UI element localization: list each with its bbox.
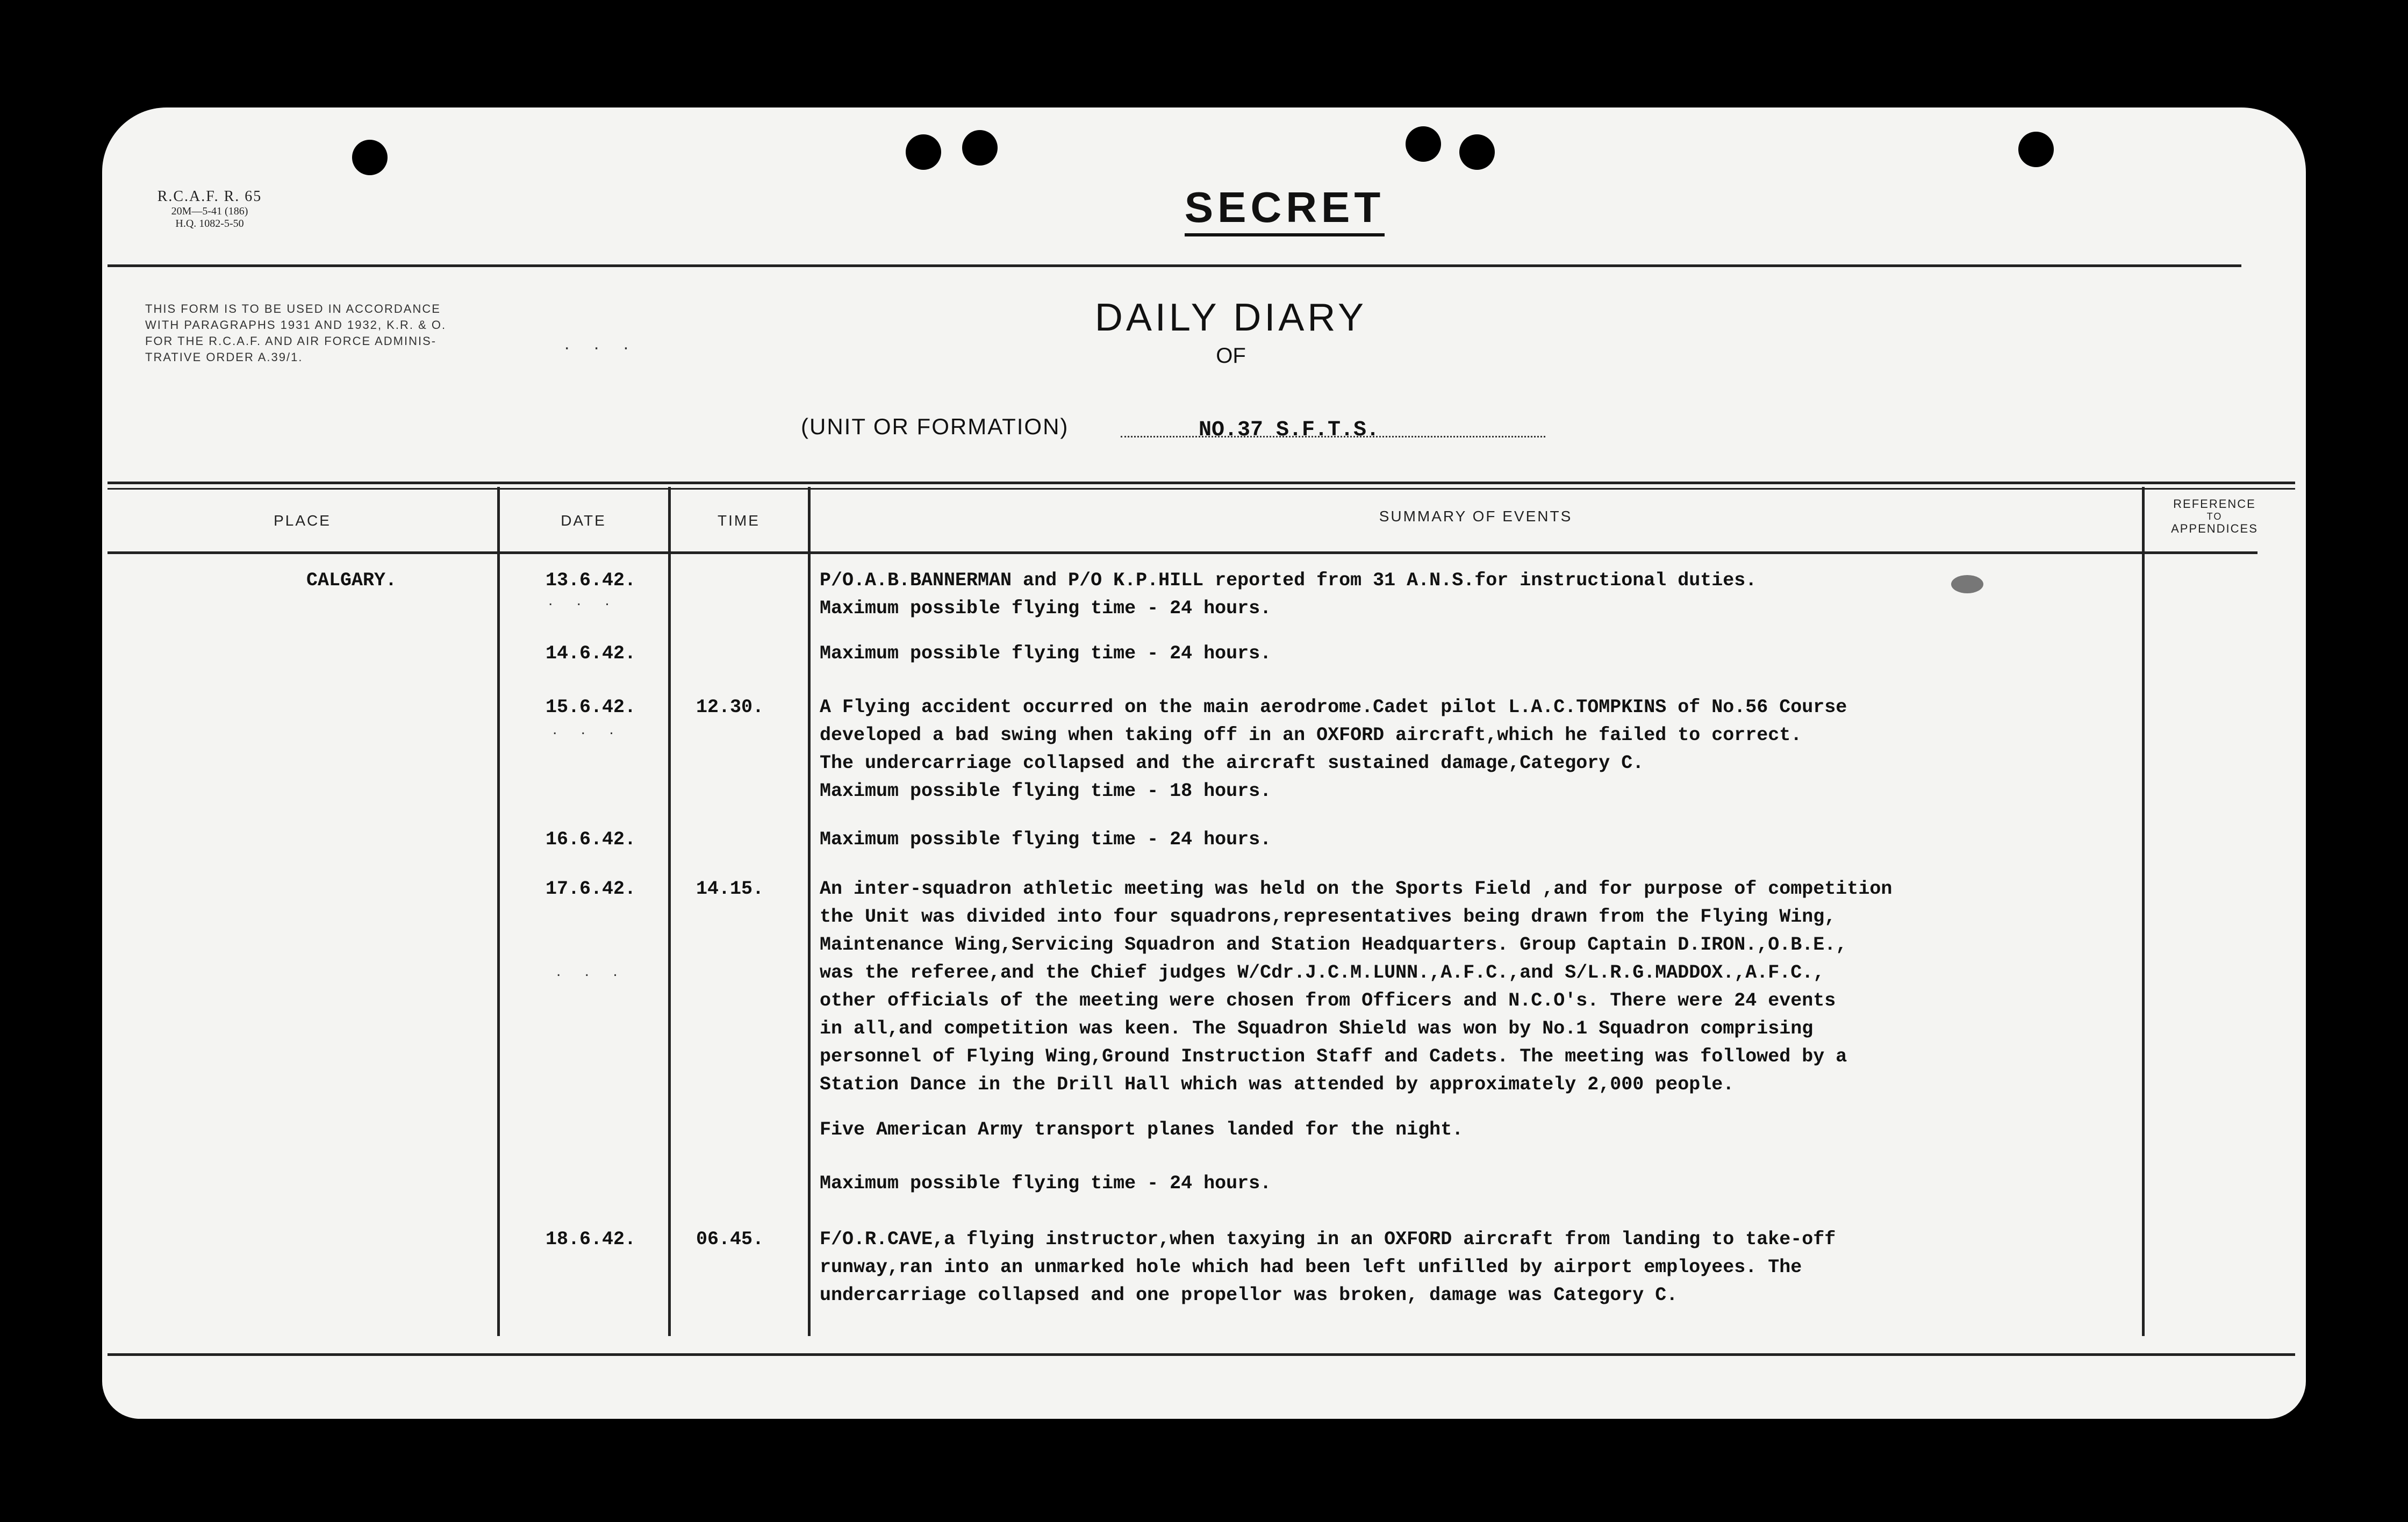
reference-label-line2: TO xyxy=(2206,511,2223,522)
unit-value: NO.37 S.F.T.S. xyxy=(1199,418,1380,442)
entry-date: 15.6.42. xyxy=(546,697,636,718)
entry-summary-line: P/O.A.B.BANNERMAN and P/O K.P.HILL reported from 31 A.N.S.for instructional duties. xyxy=(820,570,1757,591)
column-divider xyxy=(2142,487,2145,1336)
column-header-reference xyxy=(2145,497,2284,536)
entry-summary-line: was the referee,and the Chief judges W/Cdr.J.C.M.LUNN.,A.F.C.,and S/L.R.G.MADDOX.,A.F.C., xyxy=(820,962,1825,983)
table-bottom-rule xyxy=(108,1353,2295,1356)
instruction-line: TRATIVE ORDER A.39/1. xyxy=(145,350,303,364)
entry-summary-line: Station Dance in the Drill Hall which was attended by approximately 2,000 people. xyxy=(820,1074,1735,1095)
entry-summary-line: Five American Army transport planes landed for the night. xyxy=(820,1119,1464,1140)
punch-hole xyxy=(2018,132,2054,167)
page-title: DAILY DIARY xyxy=(1094,296,1367,339)
form-instructions xyxy=(145,301,564,365)
ditto-marks: . . . xyxy=(548,591,619,609)
header-divider xyxy=(108,264,2241,267)
column-header-summary: SUMMARY OF EVENTS xyxy=(1379,508,1573,525)
header-row-divider xyxy=(108,551,2258,554)
entry-summary-line: the Unit was divided into four squadrons,representatives being drawn from the Flying Wing, xyxy=(820,906,1836,928)
punch-hole xyxy=(1459,134,1495,170)
entry-summary-line: other officials of the meeting were chosen from Officers and N.C.O's. There were 24 events xyxy=(820,990,1836,1011)
entry-summary-line: Maximum possible flying time - 24 hours. xyxy=(820,598,1272,619)
entry-date: 14.6.42. xyxy=(546,643,636,664)
instruction-line: FOR THE R.C.A.F. AND AIR FORCE ADMINIS- xyxy=(145,334,437,348)
entry-summary-line: runway,ran into an unmarked hole which had been left unfilled by airport employees. The xyxy=(820,1257,1802,1278)
column-header-date: DATE xyxy=(561,512,606,529)
table-top-rule-inner xyxy=(108,488,2295,490)
entry-date: 18.6.42. xyxy=(546,1229,636,1250)
entry-summary-line: in all,and competition was keen. The Squadron Shield was won by No.1 Squadron comprising xyxy=(820,1018,1814,1039)
reference-label-line3: APPENDICES xyxy=(2171,522,2258,535)
title-of: OF xyxy=(1216,344,1246,368)
punch-hole xyxy=(1406,126,1441,162)
column-divider xyxy=(808,487,811,1336)
punch-hole xyxy=(352,140,388,175)
punch-hole xyxy=(962,130,998,166)
entry-time: 06.45. xyxy=(696,1229,764,1250)
column-divider xyxy=(668,487,671,1336)
entry-date: 17.6.42. xyxy=(546,878,636,900)
classification-stamp xyxy=(1070,183,1500,232)
entry-summary-line: Maximum possible flying time - 24 hours. xyxy=(820,829,1272,850)
column-header-place: PLACE xyxy=(274,512,331,529)
table-top-rule xyxy=(108,482,2295,484)
unit-label: (UNIT OR FORMATION) xyxy=(801,414,1069,439)
form-code xyxy=(145,188,274,230)
entry-summary-line: The undercarriage collapsed and the aircraft sustained damage,Category C. xyxy=(820,752,1644,774)
decorative-dots: . . . xyxy=(564,333,639,354)
form-code-line2: 20M—5-41 (186) xyxy=(171,205,248,217)
entry-summary-line: F/O.R.CAVE,a flying instructor,when taxying in an OXFORD aircraft from landing to take-off xyxy=(820,1229,1836,1250)
punch-hole xyxy=(906,134,941,170)
entry-summary-line: personnel of Flying Wing,Ground Instruction Staff and Cadets. The meeting was followed by a xyxy=(820,1046,1847,1067)
place-value: CALGARY. xyxy=(306,570,397,591)
column-header-time: TIME xyxy=(718,512,760,529)
diary-page xyxy=(102,107,2306,1419)
entry-time: 14.15. xyxy=(696,878,764,900)
entry-date: 13.6.42. xyxy=(546,570,636,591)
entry-summary-line: Maximum possible flying time - 24 hours. xyxy=(820,643,1272,664)
ditto-marks: . . . xyxy=(553,720,624,738)
entry-summary-line: Maintenance Wing,Servicing Squadron and Station Headquarters. Group Captain D.IRON.,O.B.E., xyxy=(820,934,1847,956)
column-divider xyxy=(497,487,500,1336)
reference-label-line1: REFERENCE xyxy=(2173,497,2256,511)
form-code-line1: R.C.A.F. R. 65 xyxy=(157,188,262,205)
ink-stain xyxy=(1951,575,1983,593)
instruction-line: WITH PARAGRAPHS 1931 AND 1932, K.R. & O. xyxy=(145,318,447,332)
entry-summary-line: developed a bad swing when taking off in an OXFORD aircraft,which he failed to correct. xyxy=(820,724,1802,746)
entry-summary-line: An inter-squadron athletic meeting was held on the Sports Field ,and for purpose of competition xyxy=(820,878,1893,900)
instruction-line: THIS FORM IS TO BE USED IN ACCORDANCE xyxy=(145,302,441,315)
form-code-line3: H.Q. 1082-5-50 xyxy=(175,218,244,229)
entry-summary-line: Maximum possible flying time - 24 hours. xyxy=(820,1173,1272,1194)
entry-summary-line: undercarriage collapsed and one propellor was broken, damage was Category C. xyxy=(820,1284,1678,1306)
classification-text: SECRET xyxy=(1185,183,1385,236)
entry-time: 12.30. xyxy=(696,697,764,718)
entry-date: 16.6.42. xyxy=(546,829,636,850)
entry-summary-line: Maximum possible flying time - 18 hours. xyxy=(820,780,1272,802)
ditto-marks: . . . xyxy=(556,962,627,980)
entry-summary-line: A Flying accident occurred on the main aerodrome.Cadet pilot L.A.C.TOMPKINS of No.56 Course xyxy=(820,697,1847,718)
